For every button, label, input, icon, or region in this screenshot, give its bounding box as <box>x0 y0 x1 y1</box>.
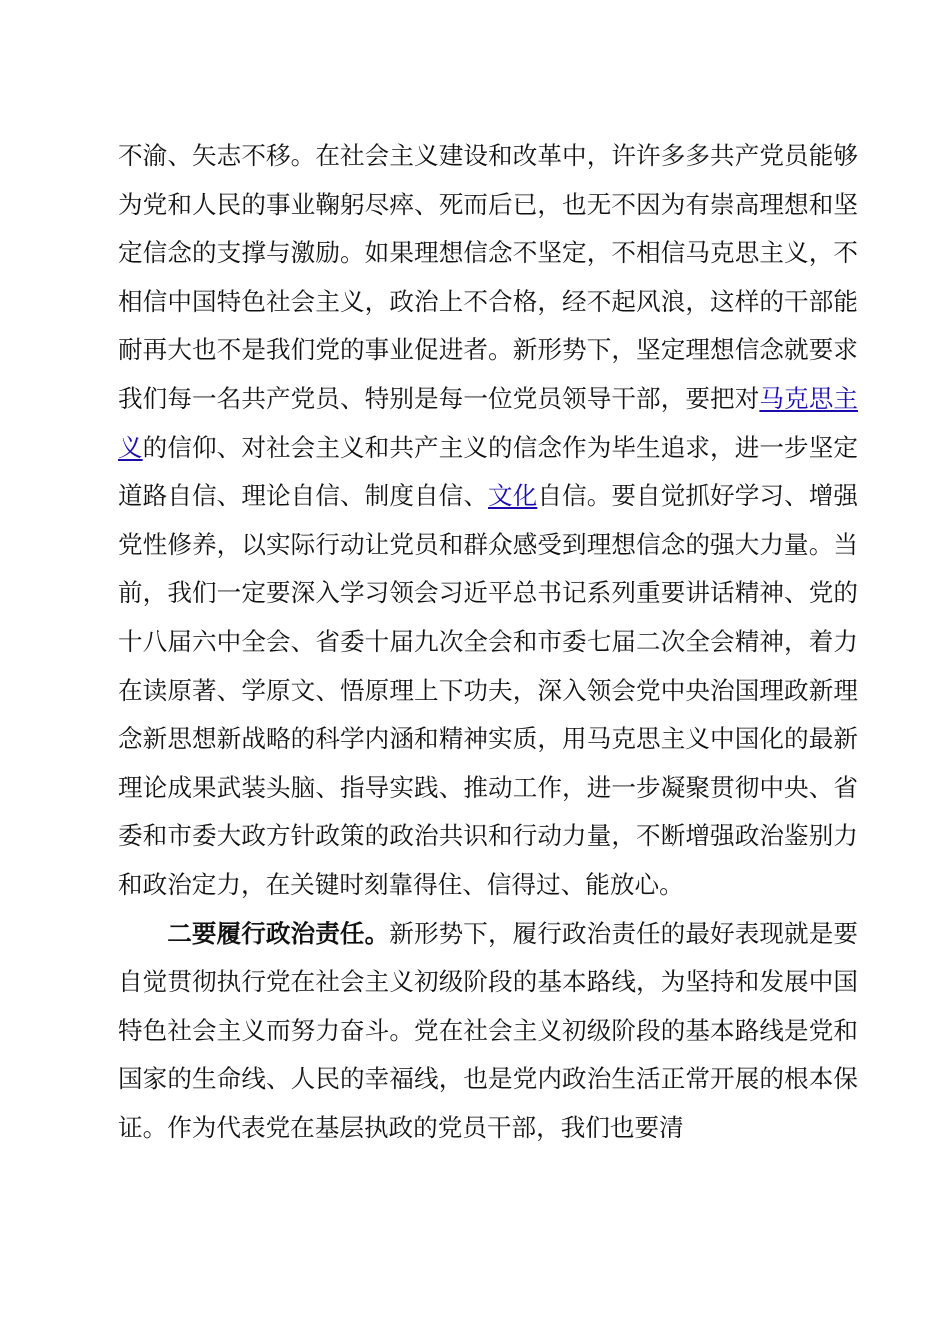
link-marxism[interactable]: 马克思主义 <box>118 383 858 462</box>
paragraph-2-heading: 二要履行政治责任。 <box>167 918 390 948</box>
paragraph-political-responsibility <box>118 910 858 1153</box>
paragraph-1-text-c: 自信。要自觉抓好学习、增强党性修养，以实际行动让党员和群众感受到理想信念的强大力量。当前，我们一定要深入学习领会习近平总书记系列重要讲话精神、党的十八届六中全会、省委十届九次全会和市委七届二次全会精神，着力在读原著、学原文、悟原理上下功夫，深入领会党中央治国理政新理念新思想新战略的科学内涵和精神实质，用马克思主义中国化的最新理论成果武装头脑、指导实践、推动工作，进一步凝聚贯彻中央、省委和市委大政方针政策的政治共识和行动力量，不断增强政治鉴别力和政治定力，在关键时刻靠得住、信得过、能放心。 <box>118 481 858 899</box>
paragraph-1-text-b: 的信仰、对社会主义和共产主义的信念作为毕生追求，进一步坚定道路自信、理论自信、制度自信、 <box>118 432 858 511</box>
document-page <box>118 132 858 1152</box>
paragraph-2-text: 新形势下，履行政治责任的最好表现就是要自觉贯彻执行党在社会主义初级阶段的基本路线，为坚持和发展中国特色社会主义而努力奋斗。党在社会主义初级阶段的基本路线是党和国家的生命线、人民的幸福线，也是党内政治生活正常开展的根本保证。作为代表党在基层执政的党员干部，我们也要清 <box>118 918 858 1142</box>
paragraph-continued <box>118 132 858 910</box>
link-culture[interactable]: 文化 <box>488 481 538 511</box>
paragraph-1-text-a: 不渝、矢志不移。在社会主义建设和改革中，许许多多共产党员能够为党和人民的事业鞠躬尽瘁、死而后已，也无不因为有崇高理想和坚定信念的支撑与激励。如果理想信念不坚定，不相信马克思主义，不相信中国特色社会主义，政治上不合格，经不起风浪，这样的干部能耐再大也不是我们党的事业促进者。新形势下，坚定理想信念就要求我们每一名共产党员、特别是每一位党员领导干部，要把对 <box>118 141 858 413</box>
